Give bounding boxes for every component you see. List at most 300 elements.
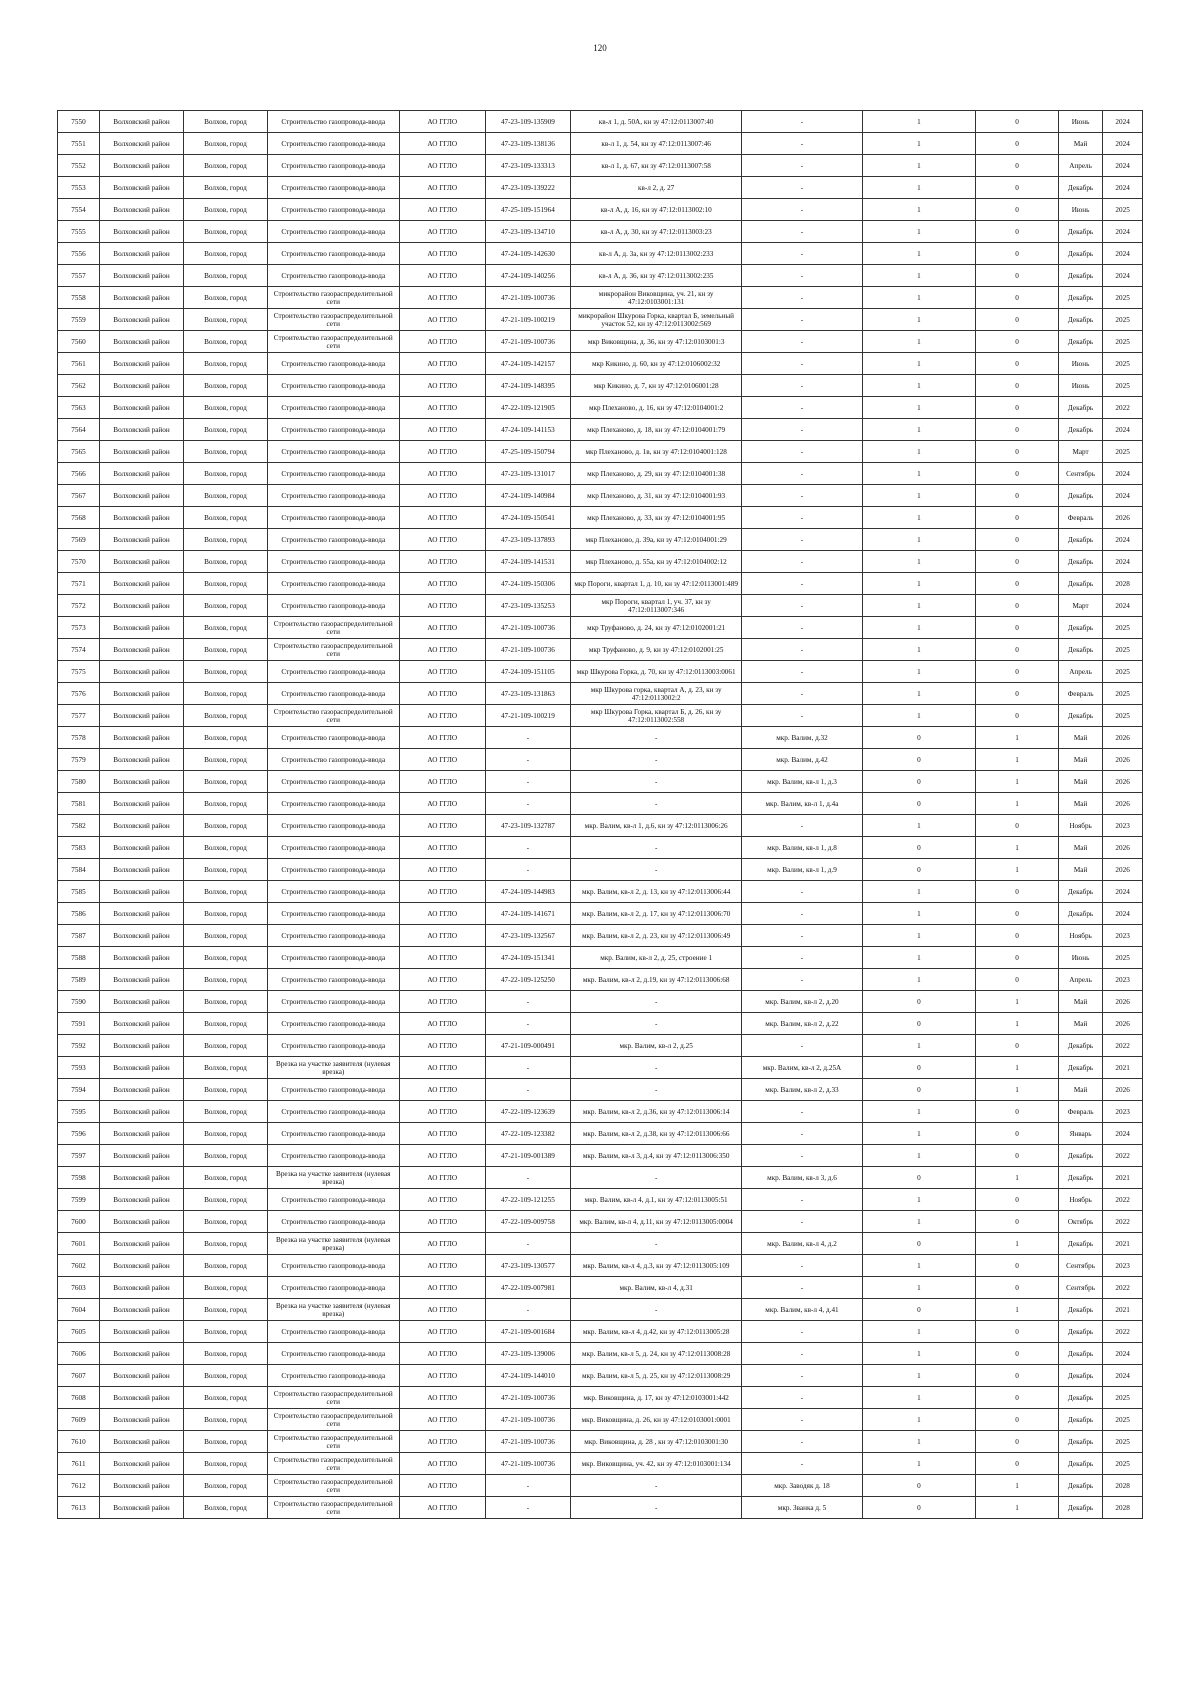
request-number-cell: 47-23-109-139222	[485, 177, 570, 199]
year-cell: 2022	[1103, 1145, 1143, 1167]
table-row	[58, 661, 1143, 683]
address-cadastral-cell: кв-л А, д. 3а, кн зу 47:12:0113002:233	[570, 243, 741, 265]
table-row	[58, 1497, 1143, 1519]
table-row	[58, 595, 1143, 617]
year-cell: 2022	[1103, 1035, 1143, 1057]
address-cell: -	[742, 1145, 862, 1167]
count-a-cell: 1	[862, 1255, 975, 1277]
settlement-cell: Волхов, город	[183, 661, 267, 683]
address-cadastral-cell: микрорайон Виковщина, уч. 21, кн зу 47:12:0103001:131	[570, 287, 741, 309]
organization-cell: АО ГГЛО	[399, 771, 485, 793]
address-cell: -	[742, 155, 862, 177]
address-cadastral-cell: -	[570, 859, 741, 881]
district-cell: Волховский район	[99, 1321, 183, 1343]
year-cell: 2025	[1103, 1387, 1143, 1409]
row-number-cell: 7586	[58, 903, 100, 925]
count-b-cell: 0	[976, 441, 1059, 463]
month-cell: Декабрь	[1058, 1057, 1102, 1079]
table-row	[58, 837, 1143, 859]
settlement-cell: Волхов, город	[183, 1497, 267, 1519]
district-cell: Волховский район	[99, 529, 183, 551]
work-type-cell: Строительство газопровода-ввода	[267, 727, 399, 749]
address-cell: -	[742, 177, 862, 199]
address-cadastral-cell: -	[570, 771, 741, 793]
month-cell: Декабрь	[1058, 1145, 1102, 1167]
work-type-cell: Строительство газопровода-ввода	[267, 991, 399, 1013]
work-type-cell: Строительство газопровода-ввода	[267, 683, 399, 705]
address-cadastral-cell: мкр Плеханово, д. 33, кн зу 47:12:0104001:95	[570, 507, 741, 529]
district-cell: Волховский район	[99, 1343, 183, 1365]
count-b-cell: 0	[976, 705, 1059, 727]
count-a-cell: 1	[862, 155, 975, 177]
year-cell: 2021	[1103, 1233, 1143, 1255]
count-b-cell: 0	[976, 1255, 1059, 1277]
settlement-cell: Волхов, город	[183, 1189, 267, 1211]
table-row	[58, 727, 1143, 749]
address-cadastral-cell: мкр. Валим, кв-л 4, д.31	[570, 1277, 741, 1299]
month-cell: Декабрь	[1058, 639, 1102, 661]
district-cell: Волховский район	[99, 243, 183, 265]
district-cell: Волховский район	[99, 1299, 183, 1321]
year-cell: 2025	[1103, 353, 1143, 375]
organization-cell: АО ГГЛО	[399, 1079, 485, 1101]
year-cell: 2024	[1103, 221, 1143, 243]
count-b-cell: 0	[976, 1321, 1059, 1343]
count-a-cell: 1	[862, 375, 975, 397]
month-cell: Июнь	[1058, 111, 1102, 133]
organization-cell: АО ГГЛО	[399, 617, 485, 639]
organization-cell: АО ГГЛО	[399, 1475, 485, 1497]
organization-cell: АО ГГЛО	[399, 1321, 485, 1343]
row-number-cell: 7601	[58, 1233, 100, 1255]
count-b-cell: 0	[976, 1145, 1059, 1167]
row-number-cell: 7610	[58, 1431, 100, 1453]
month-cell: Декабрь	[1058, 573, 1102, 595]
table-row	[58, 1431, 1143, 1453]
table-row	[58, 1475, 1143, 1497]
settlement-cell: Волхов, город	[183, 617, 267, 639]
settlement-cell: Волхов, город	[183, 1123, 267, 1145]
settlement-cell: Волхов, город	[183, 155, 267, 177]
row-number-cell: 7566	[58, 463, 100, 485]
work-type-cell: Строительство газопровода-ввода	[267, 507, 399, 529]
district-cell: Волховский район	[99, 771, 183, 793]
row-number-cell: 7576	[58, 683, 100, 705]
table-row	[58, 1453, 1143, 1475]
month-cell: Май	[1058, 1013, 1102, 1035]
year-cell: 2026	[1103, 793, 1143, 815]
request-number-cell: 47-21-109-100219	[485, 309, 570, 331]
settlement-cell: Волхов, город	[183, 1475, 267, 1497]
month-cell: Май	[1058, 991, 1102, 1013]
district-cell: Волховский район	[99, 265, 183, 287]
year-cell: 2025	[1103, 309, 1143, 331]
table-row	[58, 199, 1143, 221]
work-type-cell: Строительство газораспределительной сети	[267, 1431, 399, 1453]
district-cell: Волховский район	[99, 1233, 183, 1255]
address-cadastral-cell: мкр Кикино, д. 60, кн зу 47:12:0106002:32	[570, 353, 741, 375]
work-type-cell: Строительство газопровода-ввода	[267, 793, 399, 815]
request-number-cell: 47-23-109-135909	[485, 111, 570, 133]
year-cell: 2028	[1103, 573, 1143, 595]
row-number-cell: 7596	[58, 1123, 100, 1145]
address-cell: -	[742, 507, 862, 529]
count-b-cell: 0	[976, 111, 1059, 133]
organization-cell: АО ГГЛО	[399, 1431, 485, 1453]
organization-cell: АО ГГЛО	[399, 815, 485, 837]
count-a-cell: 1	[862, 1211, 975, 1233]
month-cell: Июнь	[1058, 947, 1102, 969]
district-cell: Волховский район	[99, 903, 183, 925]
address-cadastral-cell: мкр. Валим, кв-л 4, д.3, кн зу 47:12:0113005:109	[570, 1255, 741, 1277]
table-row	[58, 1035, 1143, 1057]
work-type-cell: Строительство газопровода-ввода	[267, 1211, 399, 1233]
address-cell: -	[742, 617, 862, 639]
count-a-cell: 0	[862, 859, 975, 881]
organization-cell: АО ГГЛО	[399, 353, 485, 375]
year-cell: 2025	[1103, 705, 1143, 727]
district-cell: Волховский район	[99, 925, 183, 947]
table-row	[58, 529, 1143, 551]
table-row	[58, 1211, 1143, 1233]
address-cell: -	[742, 573, 862, 595]
month-cell: Май	[1058, 1079, 1102, 1101]
organization-cell: АО ГГЛО	[399, 947, 485, 969]
count-a-cell: 1	[862, 133, 975, 155]
district-cell: Волховский район	[99, 1277, 183, 1299]
settlement-cell: Волхов, город	[183, 1343, 267, 1365]
organization-cell: АО ГГЛО	[399, 529, 485, 551]
address-cell: -	[742, 309, 862, 331]
district-cell: Волховский район	[99, 1497, 183, 1519]
district-cell: Волховский район	[99, 353, 183, 375]
table-row	[58, 375, 1143, 397]
organization-cell: АО ГГЛО	[399, 1453, 485, 1475]
work-type-cell: Строительство газопровода-ввода	[267, 881, 399, 903]
table-row	[58, 1387, 1143, 1409]
address-cell: мкр. Валим, кв-л 1, д.4а	[742, 793, 862, 815]
count-b-cell: 1	[976, 771, 1059, 793]
table-row	[58, 705, 1143, 727]
district-cell: Волховский район	[99, 749, 183, 771]
count-b-cell: 1	[976, 1013, 1059, 1035]
district-cell: Волховский район	[99, 463, 183, 485]
count-b-cell: 0	[976, 507, 1059, 529]
address-cadastral-cell: мкр Плеханово, д. 55а, кн зу 47:12:0104002:12	[570, 551, 741, 573]
count-b-cell: 1	[976, 991, 1059, 1013]
month-cell: Июнь	[1058, 199, 1102, 221]
month-cell: Декабрь	[1058, 1409, 1102, 1431]
request-number-cell: 47-21-109-001389	[485, 1145, 570, 1167]
row-number-cell: 7554	[58, 199, 100, 221]
organization-cell: АО ГГЛО	[399, 925, 485, 947]
row-number-cell: 7555	[58, 221, 100, 243]
count-a-cell: 1	[862, 1387, 975, 1409]
month-cell: Май	[1058, 793, 1102, 815]
work-type-cell: Строительство газопровода-ввода	[267, 837, 399, 859]
address-cell: -	[742, 331, 862, 353]
address-cadastral-cell: кв-л А, д. 16, кн зу 47:12:0113002:10	[570, 199, 741, 221]
row-number-cell: 7609	[58, 1409, 100, 1431]
work-type-cell: Строительство газораспределительной сети	[267, 1453, 399, 1475]
count-a-cell: 1	[862, 683, 975, 705]
district-cell: Волховский район	[99, 177, 183, 199]
count-b-cell: 0	[976, 1365, 1059, 1387]
request-number-cell: -	[485, 991, 570, 1013]
address-cell: -	[742, 441, 862, 463]
month-cell: Декабрь	[1058, 485, 1102, 507]
count-a-cell: 0	[862, 837, 975, 859]
table-row	[58, 1233, 1143, 1255]
year-cell: 2026	[1103, 749, 1143, 771]
work-type-cell: Строительство газопровода-ввода	[267, 969, 399, 991]
count-a-cell: 1	[862, 595, 975, 617]
settlement-cell: Волхов, город	[183, 881, 267, 903]
row-number-cell: 7558	[58, 287, 100, 309]
row-number-cell: 7602	[58, 1255, 100, 1277]
district-cell: Волховский район	[99, 859, 183, 881]
district-cell: Волховский район	[99, 1167, 183, 1189]
table-row	[58, 485, 1143, 507]
year-cell: 2025	[1103, 441, 1143, 463]
count-b-cell: 1	[976, 1057, 1059, 1079]
count-b-cell: 0	[976, 155, 1059, 177]
address-cell: -	[742, 1409, 862, 1431]
address-cell: -	[742, 1035, 862, 1057]
month-cell: Апрель	[1058, 155, 1102, 177]
settlement-cell: Волхов, город	[183, 815, 267, 837]
count-a-cell: 0	[862, 1233, 975, 1255]
organization-cell: АО ГГЛО	[399, 1145, 485, 1167]
request-number-cell: 47-24-109-141153	[485, 419, 570, 441]
address-cadastral-cell: мкр Плеханово, д. 29, кн зу 47:12:0104001:38	[570, 463, 741, 485]
year-cell: 2025	[1103, 1409, 1143, 1431]
table-row	[58, 441, 1143, 463]
row-number-cell: 7567	[58, 485, 100, 507]
work-type-cell: Строительство газопровода-ввода	[267, 947, 399, 969]
count-b-cell: 0	[976, 397, 1059, 419]
request-number-cell: -	[485, 771, 570, 793]
count-b-cell: 0	[976, 331, 1059, 353]
count-a-cell: 1	[862, 485, 975, 507]
request-number-cell: -	[485, 749, 570, 771]
request-number-cell: 47-24-109-151105	[485, 661, 570, 683]
organization-cell: АО ГГЛО	[399, 1343, 485, 1365]
row-number-cell: 7613	[58, 1497, 100, 1519]
month-cell: Декабрь	[1058, 551, 1102, 573]
year-cell: 2021	[1103, 1299, 1143, 1321]
year-cell: 2025	[1103, 683, 1143, 705]
organization-cell: АО ГГЛО	[399, 683, 485, 705]
settlement-cell: Волхов, город	[183, 485, 267, 507]
settlement-cell: Волхов, город	[183, 771, 267, 793]
count-b-cell: 0	[976, 903, 1059, 925]
count-b-cell: 0	[976, 133, 1059, 155]
request-number-cell: 47-24-109-150306	[485, 573, 570, 595]
address-cell: -	[742, 419, 862, 441]
district-cell: Волховский район	[99, 485, 183, 507]
work-type-cell: Врезка на участке заявителя (нулевая врезка)	[267, 1057, 399, 1079]
work-type-cell: Строительство газораспределительной сети	[267, 287, 399, 309]
settlement-cell: Волхов, город	[183, 177, 267, 199]
count-a-cell: 1	[862, 639, 975, 661]
organization-cell: АО ГГЛО	[399, 1409, 485, 1431]
row-number-cell: 7557	[58, 265, 100, 287]
count-b-cell: 0	[976, 1387, 1059, 1409]
request-number-cell: 47-22-109-009758	[485, 1211, 570, 1233]
organization-cell: АО ГГЛО	[399, 661, 485, 683]
month-cell: Январь	[1058, 1123, 1102, 1145]
district-cell: Волховский район	[99, 969, 183, 991]
row-number-cell: 7550	[58, 111, 100, 133]
address-cadastral-cell: мкр Шкурова Горка, д. 70, кн зу 47:12:0113003:0061	[570, 661, 741, 683]
year-cell: 2024	[1103, 903, 1143, 925]
request-number-cell: -	[485, 1013, 570, 1035]
address-cadastral-cell: мкр Пороги, квартал 1, д. 10, кн зу 47:12:0113001:489	[570, 573, 741, 595]
row-number-cell: 7578	[58, 727, 100, 749]
count-b-cell: 0	[976, 221, 1059, 243]
table-row	[58, 903, 1143, 925]
month-cell: Декабрь	[1058, 529, 1102, 551]
work-type-cell: Строительство газопровода-ввода	[267, 177, 399, 199]
request-number-cell: 47-22-109-123382	[485, 1123, 570, 1145]
request-number-cell: 47-22-109-121905	[485, 397, 570, 419]
request-number-cell: 47-24-109-150541	[485, 507, 570, 529]
count-b-cell: 0	[976, 375, 1059, 397]
count-b-cell: 0	[976, 1409, 1059, 1431]
work-type-cell: Строительство газопровода-ввода	[267, 573, 399, 595]
year-cell: 2028	[1103, 1475, 1143, 1497]
row-number-cell: 7592	[58, 1035, 100, 1057]
row-number-cell: 7603	[58, 1277, 100, 1299]
work-type-cell: Врезка на участке заявителя (нулевая врезка)	[267, 1167, 399, 1189]
count-a-cell: 1	[862, 1189, 975, 1211]
district-cell: Волховский район	[99, 419, 183, 441]
request-number-cell: 47-22-109-125250	[485, 969, 570, 991]
district-cell: Волховский район	[99, 309, 183, 331]
year-cell: 2021	[1103, 1057, 1143, 1079]
count-b-cell: 0	[976, 419, 1059, 441]
month-cell: Декабрь	[1058, 1343, 1102, 1365]
count-b-cell: 0	[976, 1277, 1059, 1299]
month-cell: Декабрь	[1058, 243, 1102, 265]
row-number-cell: 7588	[58, 947, 100, 969]
organization-cell: АО ГГЛО	[399, 1035, 485, 1057]
count-b-cell: 0	[976, 199, 1059, 221]
count-b-cell: 0	[976, 1343, 1059, 1365]
settlement-cell: Волхов, город	[183, 1233, 267, 1255]
month-cell: Декабрь	[1058, 1431, 1102, 1453]
address-cadastral-cell: кв-л 2, д. 27	[570, 177, 741, 199]
organization-cell: АО ГГЛО	[399, 573, 485, 595]
address-cell: -	[742, 485, 862, 507]
table-row	[58, 1145, 1143, 1167]
year-cell: 2024	[1103, 485, 1143, 507]
year-cell: 2022	[1103, 1321, 1143, 1343]
year-cell: 2025	[1103, 1453, 1143, 1475]
work-type-cell: Строительство газопровода-ввода	[267, 485, 399, 507]
table-row	[58, 1409, 1143, 1431]
settlement-cell: Волхов, город	[183, 1409, 267, 1431]
table-row	[58, 925, 1143, 947]
district-cell: Волховский район	[99, 1035, 183, 1057]
count-b-cell: 0	[976, 309, 1059, 331]
count-a-cell: 1	[862, 265, 975, 287]
settlement-cell: Волхов, город	[183, 1211, 267, 1233]
year-cell: 2024	[1103, 463, 1143, 485]
table-row	[58, 1167, 1143, 1189]
year-cell: 2023	[1103, 1255, 1143, 1277]
row-number-cell: 7570	[58, 551, 100, 573]
district-cell: Волховский район	[99, 1145, 183, 1167]
district-cell: Волховский район	[99, 331, 183, 353]
month-cell: Июнь	[1058, 353, 1102, 375]
address-cadastral-cell: мкр Плеханово, д. 39а, кн зу 47:12:0104001:29	[570, 529, 741, 551]
request-number-cell: -	[485, 1475, 570, 1497]
year-cell: 2028	[1103, 1497, 1143, 1519]
year-cell: 2025	[1103, 199, 1143, 221]
count-a-cell: 1	[862, 705, 975, 727]
district-cell: Волховский район	[99, 397, 183, 419]
year-cell: 2024	[1103, 111, 1143, 133]
count-a-cell: 0	[862, 1299, 975, 1321]
settlement-cell: Волхов, город	[183, 1277, 267, 1299]
settlement-cell: Волхов, город	[183, 1387, 267, 1409]
address-cadastral-cell: мкр. Валим, кв-л 2, д. 17, кн зу 47:12:0113006:70	[570, 903, 741, 925]
district-cell: Волховский район	[99, 727, 183, 749]
address-cell: -	[742, 661, 862, 683]
address-cell: -	[742, 595, 862, 617]
count-a-cell: 1	[862, 1321, 975, 1343]
address-cell: -	[742, 969, 862, 991]
month-cell: Декабрь	[1058, 903, 1102, 925]
address-cadastral-cell: -	[570, 991, 741, 1013]
organization-cell: АО ГГЛО	[399, 1255, 485, 1277]
count-b-cell: 0	[976, 639, 1059, 661]
month-cell: Май	[1058, 749, 1102, 771]
organization-cell: АО ГГЛО	[399, 265, 485, 287]
request-number-cell: 47-21-109-100736	[485, 1431, 570, 1453]
address-cadastral-cell: мкр Плеханово, д. 16, кн зу 47:12:0104001:2	[570, 397, 741, 419]
district-cell: Волховский район	[99, 837, 183, 859]
work-type-cell: Строительство газопровода-ввода	[267, 199, 399, 221]
month-cell: Декабрь	[1058, 617, 1102, 639]
settlement-cell: Волхов, город	[183, 111, 267, 133]
request-number-cell: 47-25-109-150794	[485, 441, 570, 463]
district-cell: Волховский район	[99, 221, 183, 243]
count-a-cell: 0	[862, 1475, 975, 1497]
count-a-cell: 1	[862, 815, 975, 837]
address-cadastral-cell: мкр. Валим, кв-л 5, д. 25, кн зу 47:12:0113008:29	[570, 1365, 741, 1387]
row-number-cell: 7564	[58, 419, 100, 441]
address-cadastral-cell: кв-л 1, д. 67, кн зу 47:12:0113007:58	[570, 155, 741, 177]
address-cell: -	[742, 265, 862, 287]
settlement-cell: Волхов, город	[183, 397, 267, 419]
organization-cell: АО ГГЛО	[399, 1365, 485, 1387]
settlement-cell: Волхов, город	[183, 1453, 267, 1475]
work-type-cell: Строительство газопровода-ввода	[267, 661, 399, 683]
organization-cell: АО ГГЛО	[399, 595, 485, 617]
address-cell: мкр. Валим, д.42	[742, 749, 862, 771]
row-number-cell: 7590	[58, 991, 100, 1013]
address-cadastral-cell: -	[570, 1079, 741, 1101]
year-cell: 2024	[1103, 1365, 1143, 1387]
count-b-cell: 0	[976, 595, 1059, 617]
work-type-cell: Врезка на участке заявителя (нулевая врезка)	[267, 1233, 399, 1255]
settlement-cell: Волхов, город	[183, 1079, 267, 1101]
count-b-cell: 0	[976, 551, 1059, 573]
address-cell: мкр. Валим, кв-л 1, д.9	[742, 859, 862, 881]
